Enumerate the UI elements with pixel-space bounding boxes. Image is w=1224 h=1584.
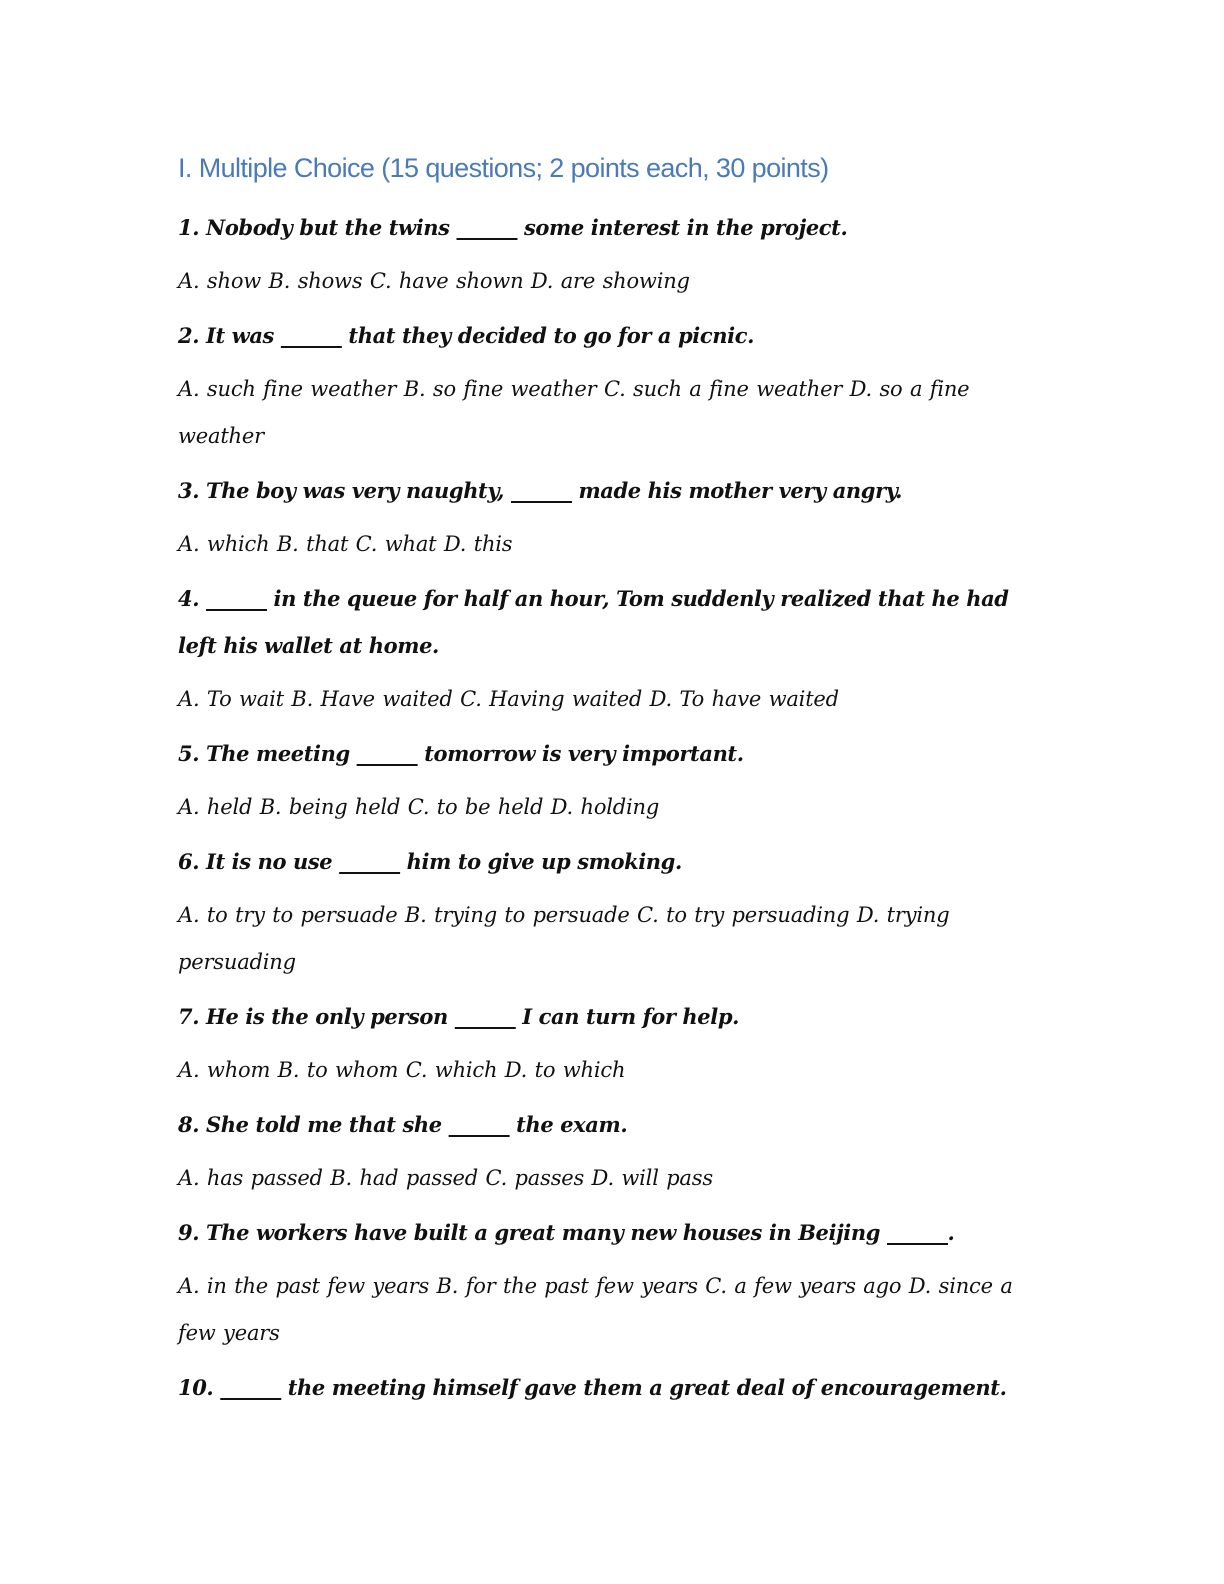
question-4: 4. ______ in the queue for half an hour, Tom suddenly realized that he had left his wallet at home. (178, 586, 1009, 658)
options-2: A. such fine weather B. so fine weather C. such a fine weather D. so a fine weather (178, 377, 970, 448)
options-5: A. held B. being held C. to be held D. holding (178, 795, 660, 819)
options-3: A. which B. that C. what D. this (178, 532, 513, 556)
question-5: 5. The meeting ______ tomorrow is very important. (178, 741, 744, 766)
options-7: A. whom B. to whom C. which D. to which (178, 1058, 626, 1082)
question-1: 1. Nobody but the twins ______ some interest in the project. (178, 215, 848, 240)
question-6: 6. It is no use ______ him to give up smoking. (178, 849, 682, 874)
options-6: A. to try to persuade B. trying to persuade C. to try persuading D. trying persuading (178, 903, 950, 974)
question-list (178, 204, 1048, 1418)
question-7: 7. He is the only person ______ I can turn for help. (178, 1004, 740, 1029)
question-8: 8. She told me that she ______ the exam. (178, 1112, 628, 1137)
options-9: A. in the past few years B. for the past few years C. a few years ago D. since a few years (178, 1274, 1013, 1345)
section-heading: I. Multiple Choice (15 questions; 2 points each, 30 points) (178, 153, 829, 183)
options-8: A. has passed B. had passed C. passes D. will pass (178, 1166, 713, 1190)
question-3: 3. The boy was very naughty, ______ made his mother very angry. (178, 478, 903, 503)
question-9: 9. The workers have built a great many new houses in Beijing ______. (178, 1220, 955, 1245)
options-4: A. To wait B. Have waited C. Having waited D. To have waited (178, 687, 839, 711)
options-1: A. show B. shows C. have shown D. are showing (178, 269, 690, 293)
question-10: 10. ______ the meeting himself gave them a great deal of encouragement. (178, 1375, 1007, 1400)
question-2: 2. It was ______ that they decided to go for a picnic. (178, 323, 755, 348)
